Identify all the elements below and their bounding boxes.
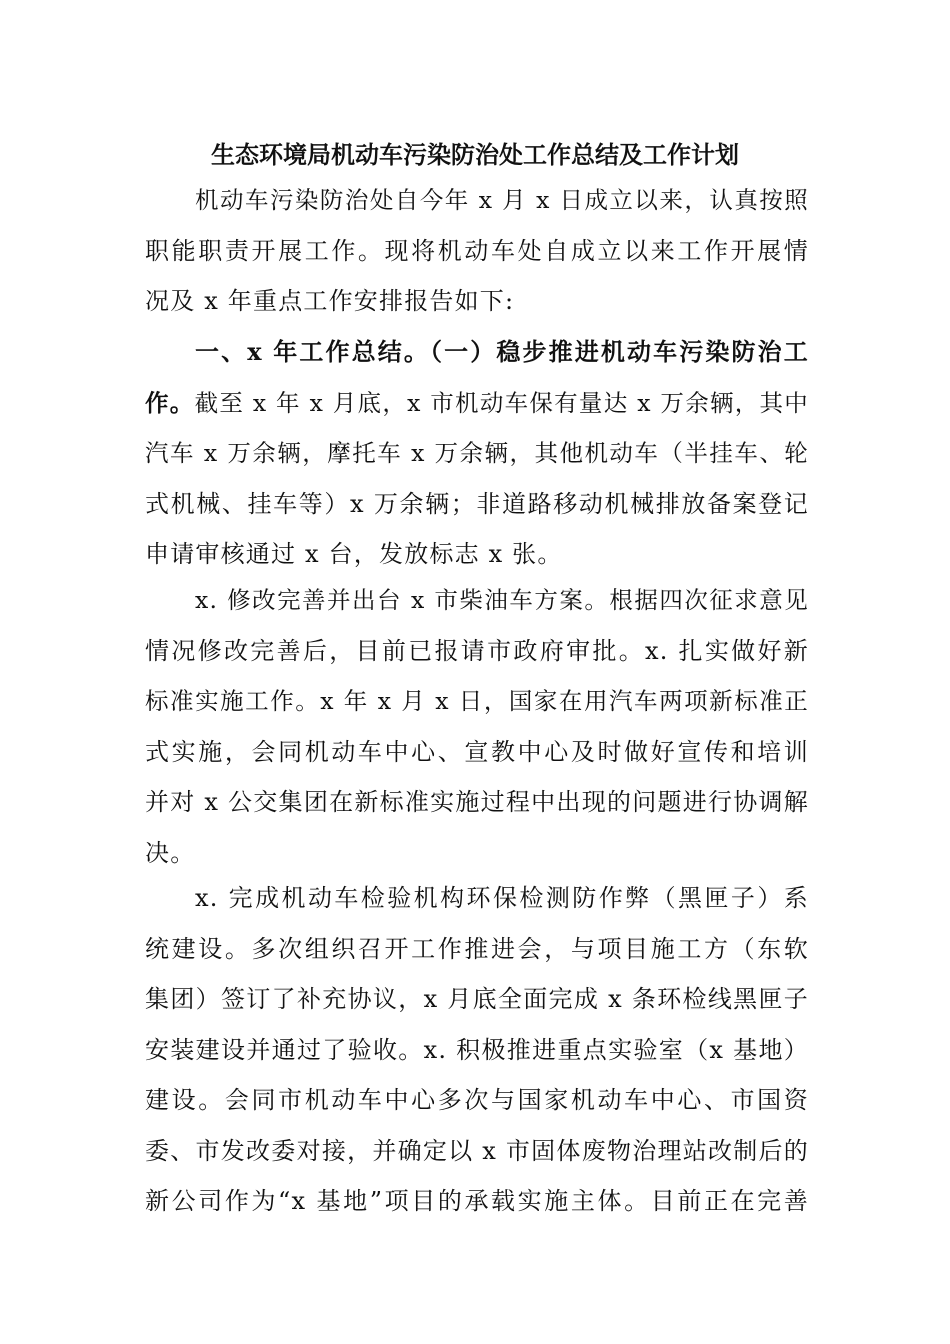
- paragraph-blackbox: [145, 873, 809, 1227]
- section-heading: 一、x 年工作总结。（一）稳步推进机动车污染防治工: [195, 337, 809, 366]
- text-line: 情况修改完善后，目前已报请市政府审批。x. 扎实做好新: [145, 636, 809, 665]
- text-line: x. 修改完善并出台 x 市柴油车方案。根据四次征求意见: [195, 586, 809, 614]
- text-line: 委、市发改委对接，并确定以 x 市固体废物治理站改制后的: [145, 1136, 809, 1165]
- text-line: 统建设。多次组织召开工作推进会，与项目施工方（东软: [145, 934, 809, 963]
- text-line: 汽车 x 万余辆，摩托车 x 万余辆，其他机动车（半挂车、轮: [145, 439, 809, 467]
- text-line: 建设。会同市机动车中心多次与国家机动车中心、市国资: [145, 1086, 809, 1114]
- text-line: x. 完成机动车检验机构环保检测防作弊（黑匣子）系: [195, 884, 809, 912]
- text-line: 安装建设并通过了验收。x. 积极推进重点实验室（x 基地）: [145, 1035, 809, 1064]
- text-line: [145, 378, 809, 429]
- text-line: 新公司作为“x 基地”项目的承载实施主体。目前正在完善: [145, 1187, 809, 1215]
- text-line: 标准实施工作。x 年 x 月 x 日，国家在用汽车两项新标准正: [145, 687, 809, 715]
- section-heading-end: 作。: [145, 388, 195, 417]
- paragraph-intro: [145, 175, 809, 327]
- text-line: 并对 x 公交集团在新标准实施过程中出现的问题进行协调解: [145, 788, 809, 816]
- text-span: 截至 x 年 x 月底，x 市机动车保有量达 x 万余辆，其中: [194, 388, 809, 417]
- text-line: 机动车污染防治处自今年 x 月 x 日成立以来，认真按照: [195, 186, 809, 214]
- text-line: 职能职责开展工作。现将机动车处自成立以来工作开展情: [145, 236, 809, 265]
- text-line: 申请审核通过 x 台，发放标志 x 张。: [145, 540, 563, 568]
- document-title: 生态环境局机动车污染防治处工作总结及工作计划: [211, 140, 739, 169]
- text-line: 式机械、挂车等）x 万余辆；非道路移动机械排放备案登记: [145, 489, 809, 518]
- text-line: 决。: [145, 838, 196, 867]
- text-line: 况及 x 年重点工作安排报告如下:: [145, 287, 515, 315]
- text-line: 集团）签订了补充协议，x 月底全面完成 x 条环检线黑匣子: [145, 985, 809, 1013]
- paragraph-diesel: [145, 575, 809, 878]
- text-line: 式实施，会同机动车中心、宣教中心及时做好宣传和培训: [145, 737, 809, 766]
- paragraph-summary: [145, 327, 809, 580]
